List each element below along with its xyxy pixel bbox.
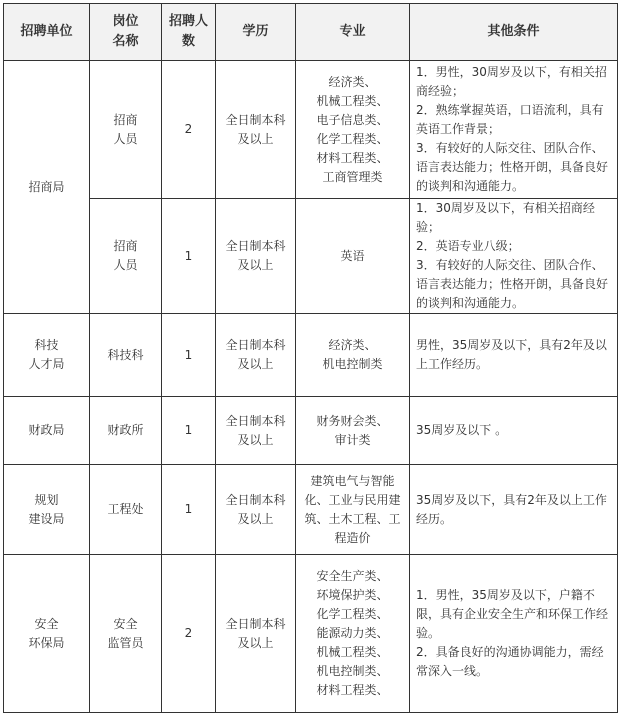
position-cell: 科技科 <box>90 314 162 397</box>
position-cell: 财政所 <box>90 397 162 465</box>
table-row <box>4 314 618 397</box>
count-cell: 1 <box>162 465 216 555</box>
table-row <box>4 61 618 199</box>
header-position: 岗位 名称 <box>90 4 162 61</box>
header-education: 学历 <box>216 4 296 61</box>
education-cell: 全日制本科 及以上 <box>216 61 296 199</box>
conditions-cell: 1．男性，35周岁及以下，户籍不 限，具有企业安全生产和环保工作经 验。 2．具备良好的沟通协调能力，需经 常深入一线。 <box>410 555 618 713</box>
header-other-conditions: 其他条件 <box>410 4 618 61</box>
education-cell: 全日制本科 及以上 <box>216 314 296 397</box>
major-cell: 安全生产类、 环境保护类、 化学工程类、 能源动力类、 机械工程类、 机电控制类、 材料工程类、 <box>296 555 410 713</box>
education-cell: 全日制本科 及以上 <box>216 199 296 314</box>
table-row <box>4 199 618 314</box>
count-cell: 2 <box>162 61 216 199</box>
position-cell: 招商 人员 <box>90 61 162 199</box>
unit-cell: 安全 环保局 <box>4 555 90 713</box>
count-cell: 1 <box>162 397 216 465</box>
header-count: 招聘人 数 <box>162 4 216 61</box>
conditions-cell: 男性，35周岁及以下，具有2年及以 上工作经历。 <box>410 314 618 397</box>
major-cell: 经济类、 机电控制类 <box>296 314 410 397</box>
major-cell: 经济类、 机械工程类、 电子信息类、 化学工程类、 材料工程类、 工商管理类 <box>296 61 410 199</box>
major-cell: 财务财会类、 审计类 <box>296 397 410 465</box>
count-cell: 2 <box>162 555 216 713</box>
count-cell: 1 <box>162 314 216 397</box>
conditions-cell: 35周岁及以下 。 <box>410 397 618 465</box>
recruitment-table <box>3 3 618 713</box>
education-cell: 全日制本科 及以上 <box>216 465 296 555</box>
table-row <box>4 397 618 465</box>
conditions-cell: 35周岁及以下，具有2年及以上工作 经历。 <box>410 465 618 555</box>
position-cell: 安全 监管员 <box>90 555 162 713</box>
header-major: 专业 <box>296 4 410 61</box>
position-cell: 招商 人员 <box>90 199 162 314</box>
header-unit: 招聘单位 <box>4 4 90 61</box>
education-cell: 全日制本科 及以上 <box>216 555 296 713</box>
conditions-cell: 1．男性，30周岁及以下，有相关招 商经验； 2．熟练掌握英语，口语流利，具有 英语工作背景； 3．有较好的人际交往、团队合作、 语言表达能力；性格开朗，具备良好 的谈判和沟通能力。 <box>410 61 618 199</box>
education-cell: 全日制本科 及以上 <box>216 397 296 465</box>
header-row <box>4 4 618 61</box>
unit-cell: 规划 建设局 <box>4 465 90 555</box>
major-cell: 英语 <box>296 199 410 314</box>
major-cell: 建筑电气与智能 化、工业与民用建 筑、土木工程、工 程造价 <box>296 465 410 555</box>
count-cell: 1 <box>162 199 216 314</box>
table-row <box>4 465 618 555</box>
unit-cell: 科技 人才局 <box>4 314 90 397</box>
unit-cell: 招商局 <box>4 61 90 314</box>
unit-cell: 财政局 <box>4 397 90 465</box>
table-row <box>4 555 618 713</box>
position-cell: 工程处 <box>90 465 162 555</box>
conditions-cell: 1．30周岁及以下，有相关招商经 验； 2．英语专业八级； 3．有较好的人际交往、团队合作、 语言表达能力；性格开朗，具备良好 的谈判和沟通能力。 <box>410 199 618 314</box>
